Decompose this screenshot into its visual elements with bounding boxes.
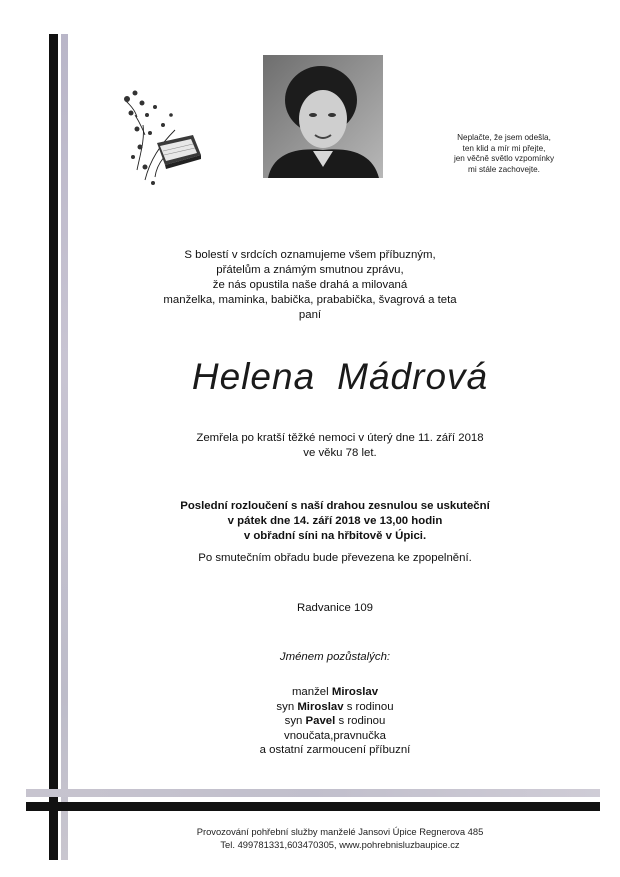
footer-line-2: Tel. 499781331,603470305, www.pohrebnisluzbaupice.cz [220,839,460,850]
announcement-intro [150,248,470,323]
mourners-list [150,685,520,758]
quote-line: ten klid a mír mi přejte, [462,143,546,153]
mourner-name: Miroslav [331,686,379,698]
farewell-line: Poslední rozloučení s naší drahou zesnulou se uskuteční [180,500,490,512]
death-line: Zemřela po kratší těžké nemoci v úterý dne 11. září 2018 [196,432,484,444]
farewell-line: v obřadní síni na hřbitově v Úpici. [243,530,427,542]
farewell-line: v pátek dne 14. září 2018 ve 13,00 hodin [227,515,443,527]
deceased-name [150,356,530,398]
mourner-line: a ostatní zarmoucení příbuzní [259,744,411,756]
intro-line: že nás opustila naše drahá a milovaná [212,279,408,291]
on-behalf-label: Jménem pozůstalých: [279,651,391,663]
quote-line: Neplačte, že jsem odešla, [457,133,551,142]
mourner-relation: syn [276,700,298,713]
border-bar-horizontal-black [26,802,600,811]
mourner-line: vnoučata,pravnučka [284,729,386,742]
mourner-name: Miroslav [297,700,344,713]
farewell-info [150,499,520,544]
mourner-line [150,714,520,729]
border-bar-horizontal-gray [26,789,600,797]
intro-line: manželka, maminka, babička, prababička, švagrová a teta [163,294,457,306]
mourner-relation: syn [284,715,306,727]
border-bar-vertical-black [49,34,58,860]
border-bar-vertical-gray [61,34,68,860]
portrait-image-icon [263,55,383,178]
footer-line-1: Provozování pohřební služby manželé Jansovi Úpice Regnerova 485 [196,826,484,837]
quote-line: jen věčně světlo vzpomínky [453,154,555,164]
flowers-book-icon [115,85,205,190]
quote-line: mi stále zachovejte. [468,164,540,174]
funeral-service-footer [150,825,530,851]
mourner-name: Pavel [305,715,336,727]
death-info [150,431,530,461]
memorial-quote [434,133,574,175]
mourner-suffix: s rodinou [335,715,386,727]
mourner-suffix: s rodinou [343,700,394,713]
deceased-last-name: Mádrová [337,356,489,397]
mourner-line [150,700,520,715]
mourner-line [150,685,520,700]
intro-line: přátelům a známým smutnou zprávu, [216,264,404,276]
deceased-first-name: Helena [191,356,316,397]
address: Radvanice 109 [297,602,373,614]
cremation-note: Po smutečním obřadu bude převezena ke zpopelnění. [198,552,472,564]
mourner-relation: manžel [291,686,332,698]
intro-line: S bolestí v srdcích oznamujeme všem příbuzným, [184,249,436,261]
portrait-photo [263,55,383,178]
intro-line: paní [298,309,322,321]
death-line: ve věku 78 let. [303,447,377,459]
